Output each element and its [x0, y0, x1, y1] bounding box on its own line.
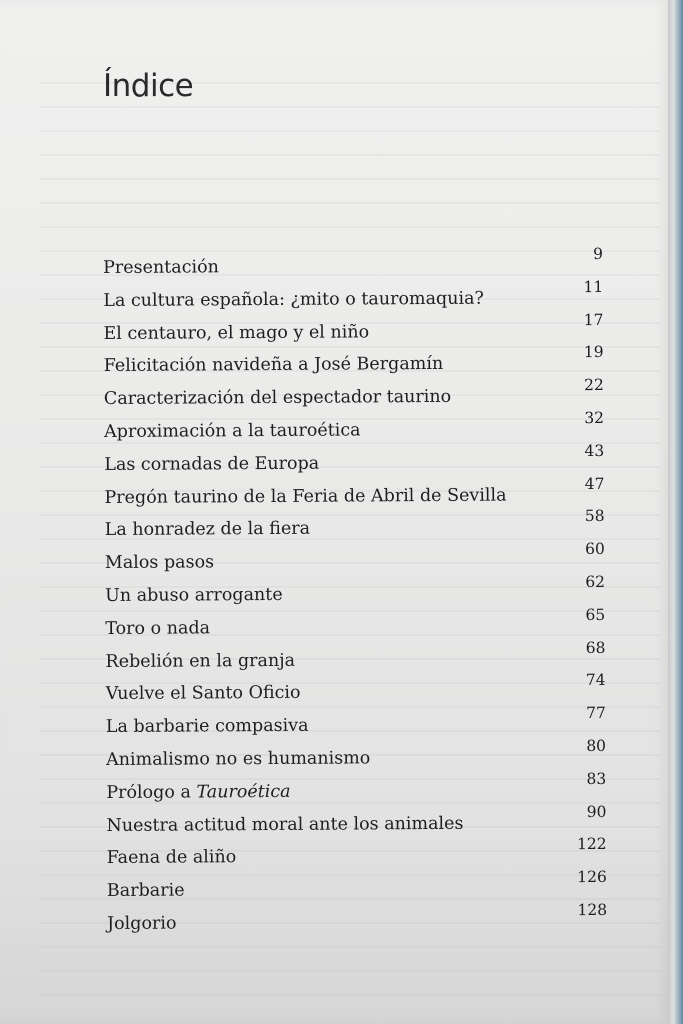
toc-entry: [105, 605, 606, 646]
toc-entry-page: 62: [585, 572, 606, 592]
toc-entry-page: 9: [593, 244, 604, 264]
toc-entry: [103, 277, 604, 318]
toc-entry: [104, 474, 605, 515]
toc-entry: [106, 802, 607, 842]
toc-entry-page: 90: [586, 802, 607, 821]
page-edge: [668, 0, 683, 1024]
toc-entry-title: Las cornadas de Europa: [104, 453, 320, 475]
toc-entry: [104, 507, 605, 547]
toc-entry-page: 122: [576, 835, 607, 854]
toc-entry: [104, 540, 605, 580]
page-title: Índice: [103, 68, 194, 104]
toc-entry-title: La cultura española: ¿mito o tauromaquia?: [103, 288, 484, 311]
toc-entry: [105, 638, 606, 679]
toc-entry: [107, 900, 608, 941]
toc-entry-page: 22: [584, 376, 604, 395]
toc-entry-page: 65: [585, 605, 606, 624]
toc-entry: [106, 769, 607, 810]
toc-entry-title: Un abuso arrogante: [105, 584, 283, 606]
toc-entry-page: 32: [584, 408, 605, 428]
toc-entry-page: 19: [583, 343, 604, 362]
toc-entry-title: Aproximación a la tauroética: [104, 420, 361, 442]
toc-entry-title: Felicitación navideña a José Bergamín: [103, 354, 444, 377]
toc-entry-title: Pregón taurino de la Feria de Abril de Sevilla: [104, 485, 507, 508]
toc-entry-title-italic: Tauroética: [196, 781, 291, 803]
toc-entry: [106, 835, 607, 875]
toc-entry-title: Faena de aliño: [106, 847, 237, 869]
toc-entry-title: Toro o nada: [105, 618, 211, 639]
toc-entry-title: Presentación: [103, 257, 219, 278]
toc-entry-page: 43: [584, 441, 605, 460]
toc-entry: [105, 671, 606, 711]
toc-entry: [104, 408, 605, 449]
toc-entry-title: Vuelve el Santo Oficio: [105, 683, 301, 705]
toc-entry: [103, 310, 604, 351]
toc-entry: [105, 704, 606, 744]
toc-entry-title: La barbarie compasiva: [105, 715, 309, 738]
toc-entry-title: El centauro, el mago y el niño: [103, 321, 370, 344]
toc-entry: [105, 572, 606, 613]
toc-entry: [104, 441, 605, 482]
toc-entry-page: 126: [577, 868, 607, 887]
toc-entry-title: Caracterización del espectador taurino: [103, 387, 452, 410]
toc-entry: [106, 736, 607, 777]
toc-entry-page: 80: [586, 736, 607, 756]
toc-entry-title: Malos pasos: [104, 552, 215, 574]
toc-entry-page: 128: [577, 900, 608, 920]
toc-entry-title: La honradez de la fiera: [104, 519, 311, 541]
toc-entry-page: 60: [585, 540, 605, 559]
toc-entry-page: 17: [583, 310, 604, 329]
toc-entry-page: 68: [585, 638, 606, 657]
toc-entry: [103, 343, 604, 383]
toc-entry-title: Nuestra actitud moral ante los animales: [106, 813, 464, 836]
toc-entry-title: Barbarie: [106, 880, 185, 902]
toc-entry-page: 11: [583, 277, 604, 296]
toc-entry-page: 74: [585, 671, 606, 690]
toc-entry-page: 77: [586, 704, 606, 723]
table-of-contents: [103, 244, 608, 941]
toc-entry-title: Jolgorio: [107, 913, 177, 934]
toc-entry: [103, 376, 604, 416]
toc-entry-title: Animalismo no es humanismo: [106, 748, 371, 770]
toc-entry-title: [106, 782, 290, 803]
toc-entry-page: 58: [584, 507, 605, 526]
toc-entry-title: Rebelión en la granja: [105, 650, 296, 672]
toc-entry-page: 47: [584, 474, 605, 493]
toc-entry-title-prefix: Prólogo a: [106, 782, 197, 803]
toc-entry-page: 83: [586, 769, 607, 788]
toc-entry: [103, 244, 604, 285]
toc-entry: [106, 868, 607, 908]
